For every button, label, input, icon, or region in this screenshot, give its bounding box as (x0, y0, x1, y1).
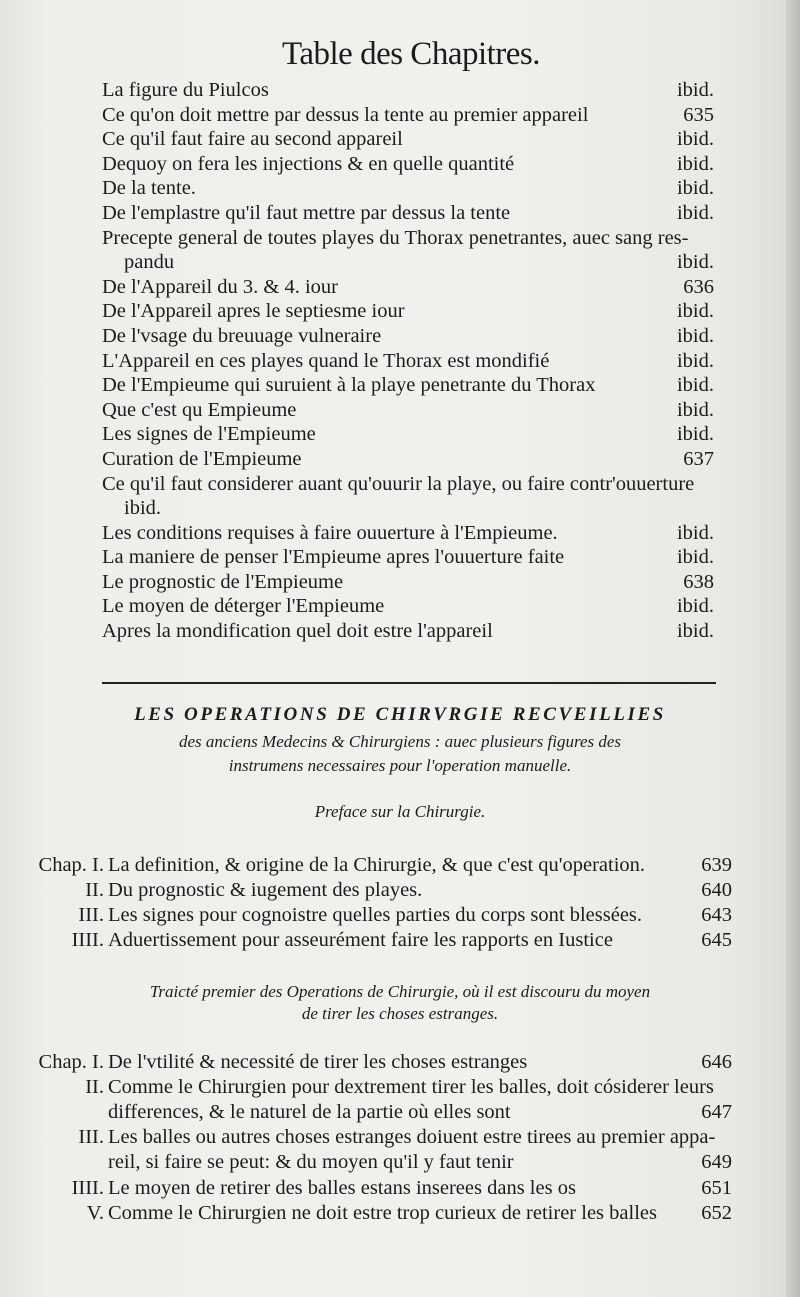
chapter-num: II. (85, 879, 104, 901)
chapter-num: IIII. (71, 929, 104, 951)
entry (0, 324, 800, 349)
chapter-row (0, 1125, 800, 1150)
chapter-num: III. (78, 904, 104, 926)
entry-text: De l'vsage du breuuage vulneraire (102, 324, 382, 347)
entry-text: De la tente. (102, 177, 196, 200)
entry-text: Les signes de l'Empieume (102, 423, 316, 446)
entry-text: Le prognostic de l'Empieume (102, 570, 344, 593)
chapter-page: 652 (701, 1202, 732, 1224)
entry-text: De l'Appareil apres le septiesme iour (102, 300, 405, 323)
entry (0, 521, 800, 546)
entry-page: ibid. (676, 521, 714, 544)
chapter-num: III. (78, 1126, 104, 1148)
entry (0, 447, 800, 472)
entry (0, 201, 800, 226)
entry-page: ibid. (676, 423, 714, 446)
chapter-page: 639 (701, 854, 732, 876)
chapter-row (0, 1100, 800, 1125)
entry (0, 594, 800, 619)
chapter-text: Les balles ou autres choses estranges doiuent estre tirees au premier appa- (108, 1126, 716, 1148)
chapter-text: De l'vtilité & necessité de tirer les choses estranges (108, 1051, 528, 1073)
entry (0, 472, 800, 497)
chapter-num: Chap. I. (38, 1051, 104, 1073)
entry-page: ibid. (676, 374, 714, 397)
chapter-text: Aduertissement pour asseurément faire les rapports en Iustice (108, 929, 613, 951)
entry-text: Ce qu'on doit mettre par dessus la tente au premier appareil (102, 103, 589, 126)
entry (0, 373, 800, 398)
chapter-num: IIII. (71, 1177, 104, 1199)
entry-page: ibid. (676, 177, 714, 200)
entry (0, 570, 800, 595)
chapter-row (0, 1176, 800, 1201)
entry-page: ibid. (676, 300, 714, 323)
chapter-page: 645 (701, 929, 732, 951)
entry-page: ibid. (676, 251, 714, 274)
chapter-num: Chap. I. (38, 854, 104, 876)
chapter-num: V. (86, 1202, 104, 1224)
entry-text: ibid. (124, 497, 162, 520)
entry-page: ibid. (676, 79, 714, 101)
entry-page: ibid. (676, 620, 714, 643)
entry (0, 299, 800, 324)
chapter-row (0, 903, 800, 928)
chapter-page: 647 (701, 1101, 732, 1123)
entry-page: 636 (683, 275, 714, 298)
chapter-page: 646 (701, 1051, 732, 1073)
chapter-row (0, 853, 800, 878)
entry-page: ibid. (676, 398, 714, 421)
entry-text: Ce qu'il faut considerer auant qu'ouurir la playe, ou faire contr'ouuerture (102, 472, 695, 495)
treatise-title: de tirer les choses estranges. (301, 1004, 499, 1023)
chapter-row (0, 878, 800, 903)
entry-page: ibid. (676, 201, 714, 224)
treatise-title: Traicté premier des Operations de Chirurgie, où il est discouru du moyen (149, 982, 651, 1001)
entry-page: ibid. (676, 349, 714, 372)
chapter-row (0, 928, 800, 953)
chapter-num: II. (85, 1076, 104, 1098)
entry-text: Que c'est qu Empieume (102, 398, 297, 421)
section-title: LES OPERATIONS DE CHIRVRGIE RECVEILLIES (134, 704, 666, 725)
chapter-page: 640 (701, 879, 732, 901)
entry (0, 496, 800, 521)
chapter-text: Du prognostic & iugement des playes. (108, 879, 423, 901)
entry (0, 422, 800, 447)
entry (0, 176, 800, 201)
entry-text: La maniere de penser l'Empieume apres l'ouuerture faite (102, 546, 565, 569)
chapter-page: 649 (701, 1151, 732, 1173)
chapter-row (0, 1050, 800, 1075)
entry-text: Curation de l'Empieume (102, 447, 302, 470)
chapter-page: 651 (701, 1177, 732, 1199)
entry-page: ibid. (676, 595, 714, 618)
entry (0, 152, 800, 177)
entry-page: ibid. (676, 546, 714, 569)
chapter-row (0, 1201, 800, 1226)
preface-title: Preface sur la Chirurgie. (314, 802, 486, 821)
section-subtitle: instrumens necessaires pour l'operation manuelle. (228, 756, 572, 775)
page-header: Table des Chapitres. (282, 36, 541, 72)
entry (0, 545, 800, 570)
section-subtitle: des anciens Medecins & Chirurgiens : auec plusieurs figures des (178, 732, 622, 751)
entry (0, 349, 800, 374)
entry-text: De l'Appareil du 3. & 4. iour (102, 275, 338, 298)
chapter-text: Comme le Chirurgien pour dextrement tirer les balles, doit cósiderer leurs (108, 1076, 714, 1098)
entry-page: 637 (683, 447, 714, 470)
entry (0, 226, 800, 251)
chapter-row (0, 1150, 800, 1175)
chapter-text: reil, si faire se peut: & du moyen qu'il y faut tenir (108, 1151, 514, 1173)
entry-text: De l'emplastre qu'il faut mettre par dessus la tente (102, 201, 511, 224)
entry-text: Les conditions requises à faire ouuerture à l'Empieume. (102, 521, 558, 544)
entry-text: Ce qu'il faut faire au second appareil (102, 128, 403, 151)
entry (0, 127, 800, 152)
entry-text: Apres la mondification quel doit estre l'appareil (102, 620, 493, 643)
entry-text: pandu (124, 251, 175, 274)
chapter-page: 643 (701, 904, 732, 926)
entry-page: ibid. (676, 152, 714, 175)
chapter-text: Le moyen de retirer des balles estans inserees dans les os (108, 1177, 576, 1199)
chapter-text: differences, & le naturel de la partie où elles sont (108, 1101, 511, 1123)
entry (0, 619, 800, 644)
entry-page: ibid. (676, 324, 714, 347)
chapter-text: La definition, & origine de la Chirurgie, & que c'est qu'operation. (108, 854, 646, 876)
entry (0, 275, 800, 300)
entry-text: L'Appareil en ces playes quand le Thorax est mondifié (102, 349, 550, 372)
entry-page: 638 (683, 570, 714, 593)
entry-text: Dequoy on fera les injections & en quelle quantité (102, 152, 515, 175)
entry (0, 250, 800, 275)
section-rule (102, 682, 716, 684)
entry (0, 398, 800, 423)
entry-text: La figure du Piulcos (102, 79, 269, 101)
chapter-row (0, 1075, 800, 1100)
entry-text: Precepte general de toutes playes du Thorax penetrantes, auec sang res- (102, 226, 689, 249)
entry-page: ibid. (676, 128, 714, 151)
entry (0, 78, 800, 103)
entry-text: De l'Empieume qui suruient à la playe penetrante du Thorax (102, 374, 596, 397)
entry (0, 103, 800, 128)
entry-text: Le moyen de déterger l'Empieume (102, 595, 385, 618)
entries-list (0, 78, 800, 644)
entry-page: 635 (683, 103, 714, 126)
chapter-text: Comme le Chirurgien ne doit estre trop curieux de retirer les balles (108, 1202, 657, 1224)
chapter-text: Les signes pour cognoistre quelles parties du corps sont blessées. (108, 904, 643, 926)
